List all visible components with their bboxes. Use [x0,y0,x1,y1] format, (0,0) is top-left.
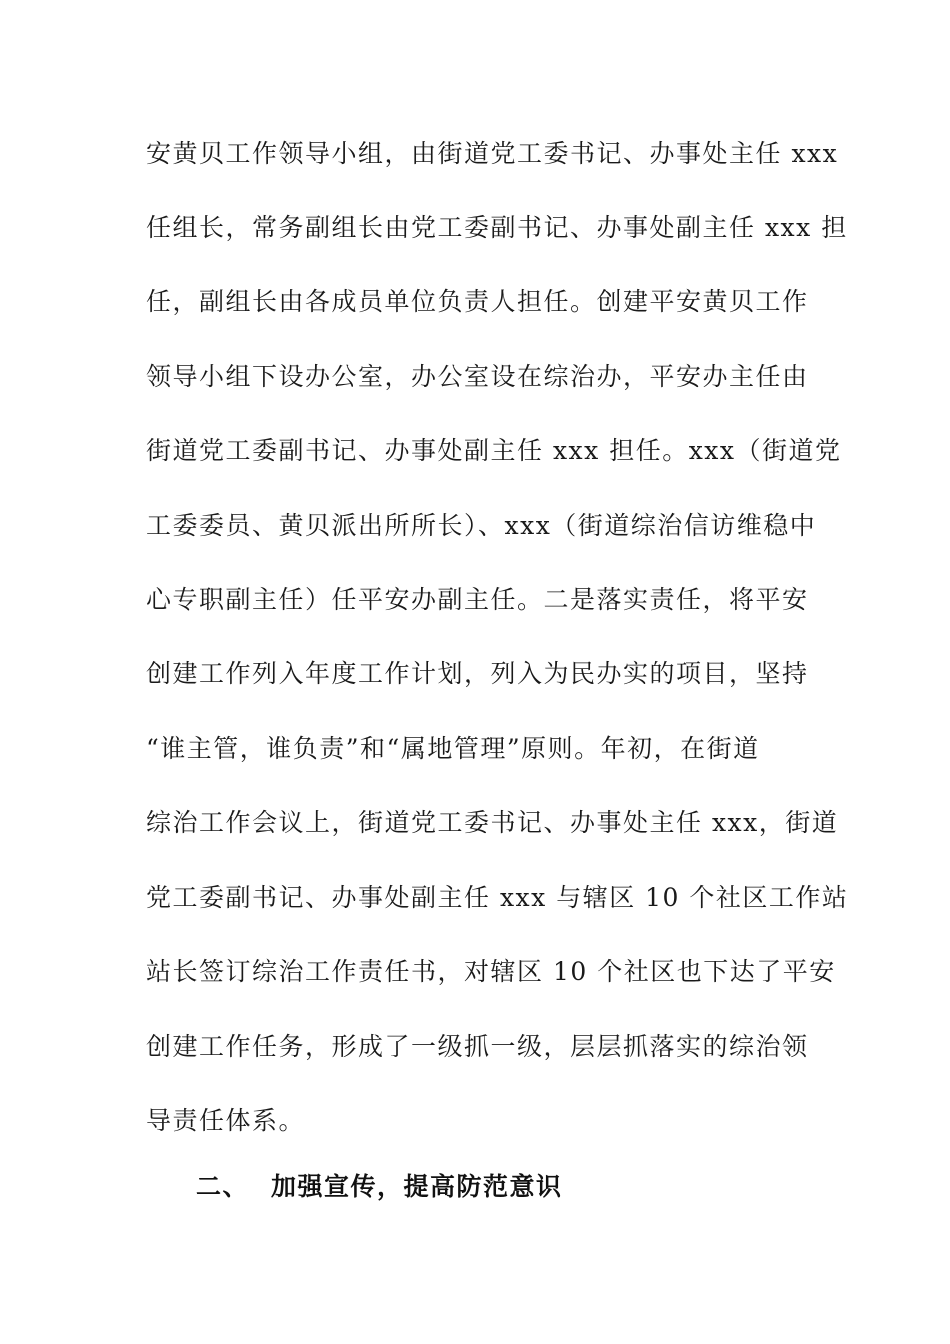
paragraph-line: 创建工作列入年度工作计划，列入为民办实的项目，坚持 [146,659,809,688]
paragraph-line: “谁主管，谁负责”和“属地管理”原则。年初，在街道 [146,734,760,763]
paragraph-line: 工委委员、黄贝派出所所长）、xxx（街道综治信访维稳中 [146,511,817,540]
section-heading-title: 加强宣传，提高防范意识 [271,1172,563,1201]
paragraph-line: 任组长，常务副组长由党工委副书记、办事处副主任 xxx 担 [146,213,848,242]
paragraph-line: 综治工作会议上，街道党工委书记、办事处主任 xxx，街道 [146,808,839,837]
paragraph-line: 党工委副书记、办事处副主任 xxx 与辖区 10 个社区工作站 [146,883,849,912]
paragraph-line: 领导小组下设办公室，办公室设在综治办，平安办主任由 [146,362,809,391]
paragraph-line: 任，副组长由各成员单位负责人担任。创建平安黄贝工作 [146,287,809,316]
section-heading [196,1171,563,1203]
paragraph-line: 创建工作任务，形成了一级抓一级，层层抓落实的综治领 [146,1032,809,1061]
paragraph-line: 心专职副主任）任平安办副主任。二是落实责任，将平安 [146,585,809,614]
paragraph-line: 街道党工委副书记、办事处副主任 xxx 担任。xxx（街道党 [146,436,842,465]
paragraph-line: 安黄贝工作领导小组，由街道党工委书记、办事处主任 xxx [146,139,839,168]
paragraph-line: 导责任体系。 [146,1106,306,1135]
section-heading-number: 二、 [196,1172,250,1201]
paragraph-line: 站长签订综治工作责任书，对辖区 10 个社区也下达了平安 [146,957,836,986]
